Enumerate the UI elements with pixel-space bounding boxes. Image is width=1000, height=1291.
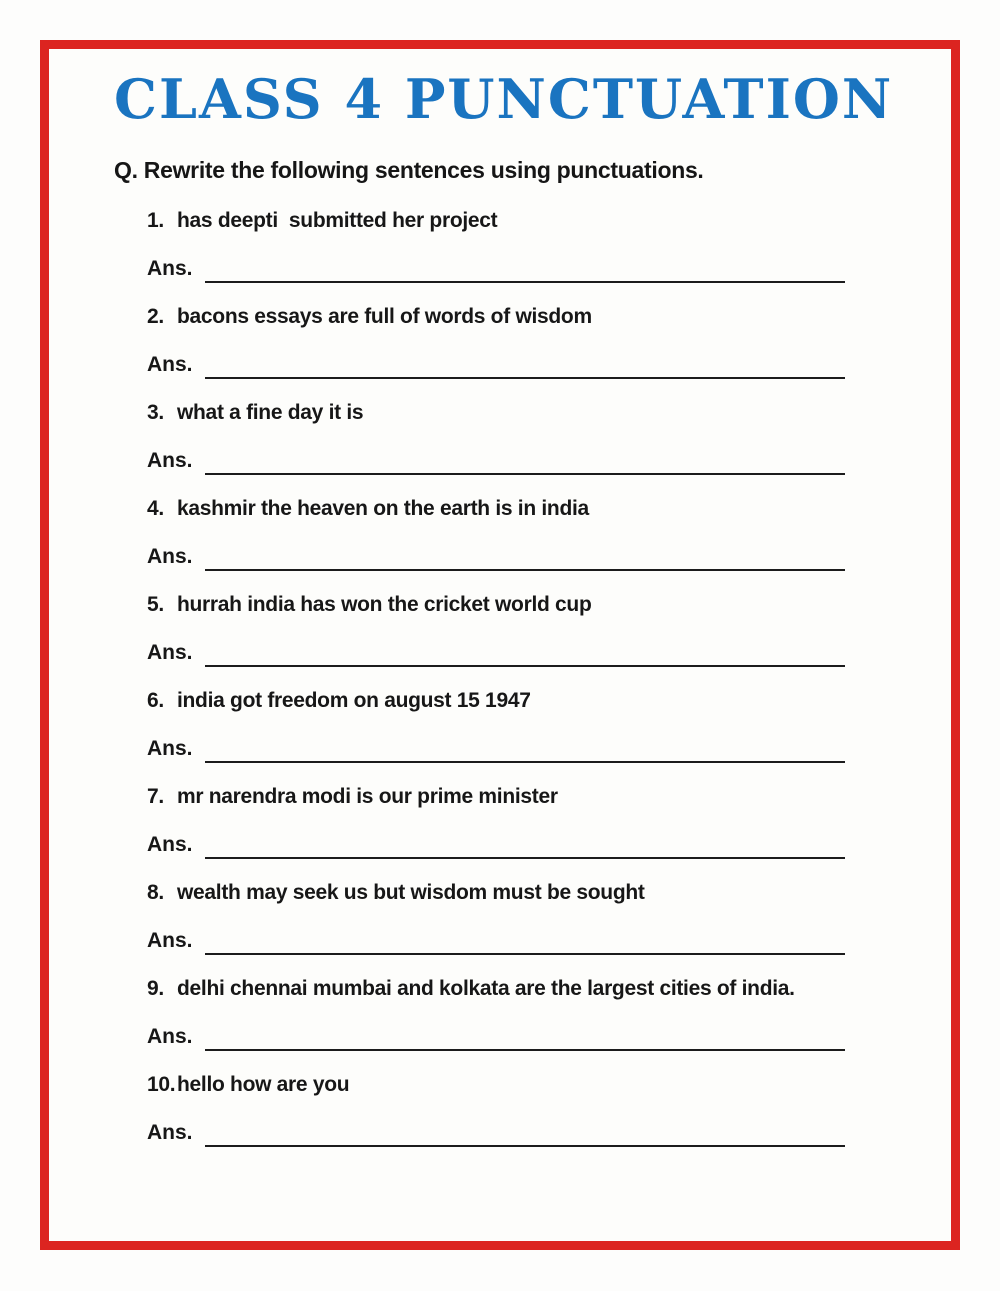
question-number: 2. (147, 305, 164, 328)
answer-label: Ans. (147, 833, 193, 856)
answer-row (147, 735, 845, 763)
question-number: 4. (147, 497, 164, 520)
answer-label: Ans. (147, 257, 193, 280)
question-text: kashmir the heaven on the earth is in india (177, 497, 589, 520)
answer-label: Ans. (147, 641, 193, 664)
answer-blank-line[interactable] (205, 353, 845, 379)
answer-label: Ans. (147, 353, 193, 376)
question-item (147, 879, 893, 955)
sentence-row (147, 399, 893, 427)
question-list (147, 207, 893, 1147)
answer-blank-line[interactable] (205, 545, 845, 571)
question-item (147, 399, 893, 475)
answer-row (147, 351, 845, 379)
question-text: hello how are you (177, 1073, 350, 1096)
sentence-row (147, 1071, 893, 1099)
question-item (147, 975, 893, 1051)
question-number: 3. (147, 401, 164, 424)
sentence-row (147, 495, 893, 523)
question-number: 7. (147, 785, 164, 808)
question-number: 5. (147, 593, 164, 616)
answer-label: Ans. (147, 449, 193, 472)
question-item (147, 303, 893, 379)
answer-label: Ans. (147, 1025, 193, 1048)
answer-label: Ans. (147, 737, 193, 760)
sentence-row (147, 687, 893, 715)
question-number: 9. (147, 977, 164, 1000)
question-item (147, 495, 893, 571)
answer-label: Ans. (147, 1121, 193, 1144)
question-text: bacons essays are full of words of wisdom (177, 305, 592, 328)
answer-blank-line[interactable] (205, 1121, 845, 1147)
worksheet-title: CLASS 4 PUNCTUATION (114, 67, 894, 131)
question-item (147, 687, 893, 763)
question-heading: Q. Rewrite the following sentences using punctuations. (114, 157, 704, 183)
answer-row (147, 639, 845, 667)
sentence-row (147, 783, 893, 811)
question-text: hurrah india has won the cricket world cup (177, 593, 592, 616)
question-number: 10. (147, 1073, 176, 1096)
question-text: has deepti submitted her project (177, 209, 498, 232)
question-number: 1. (147, 209, 164, 232)
question-text: mr narendra modi is our prime minister (177, 785, 558, 808)
answer-row (147, 255, 845, 283)
question-item (147, 591, 893, 667)
worksheet-border-frame (40, 40, 960, 1250)
question-text: delhi chennai mumbai and kolkata are the largest cities of india. (177, 977, 795, 1000)
answer-row (147, 543, 845, 571)
sentence-row (147, 591, 893, 619)
question-text: what a fine day it is (177, 401, 364, 424)
answer-blank-line[interactable] (205, 449, 845, 475)
answer-blank-line[interactable] (205, 1025, 845, 1051)
answer-label: Ans. (147, 545, 193, 568)
question-item (147, 783, 893, 859)
question-number: 8. (147, 881, 164, 904)
answer-blank-line[interactable] (205, 257, 845, 283)
answer-blank-line[interactable] (205, 833, 845, 859)
answer-blank-line[interactable] (205, 929, 845, 955)
answer-label: Ans. (147, 929, 193, 952)
answer-row (147, 1023, 845, 1051)
answer-blank-line[interactable] (205, 737, 845, 763)
sentence-row (147, 975, 893, 1003)
answer-row (147, 447, 845, 475)
answer-blank-line[interactable] (205, 641, 845, 667)
answer-row (147, 927, 845, 955)
answer-row (147, 831, 845, 859)
question-item (147, 1071, 893, 1147)
question-text: wealth may seek us but wisdom must be sought (177, 881, 645, 904)
sentence-row (147, 879, 893, 907)
question-text: india got freedom on august 15 1947 (177, 689, 531, 712)
answer-row (147, 1119, 845, 1147)
question-item (147, 207, 893, 283)
sentence-row (147, 303, 893, 331)
sentence-row (147, 207, 893, 235)
question-number: 6. (147, 689, 164, 712)
